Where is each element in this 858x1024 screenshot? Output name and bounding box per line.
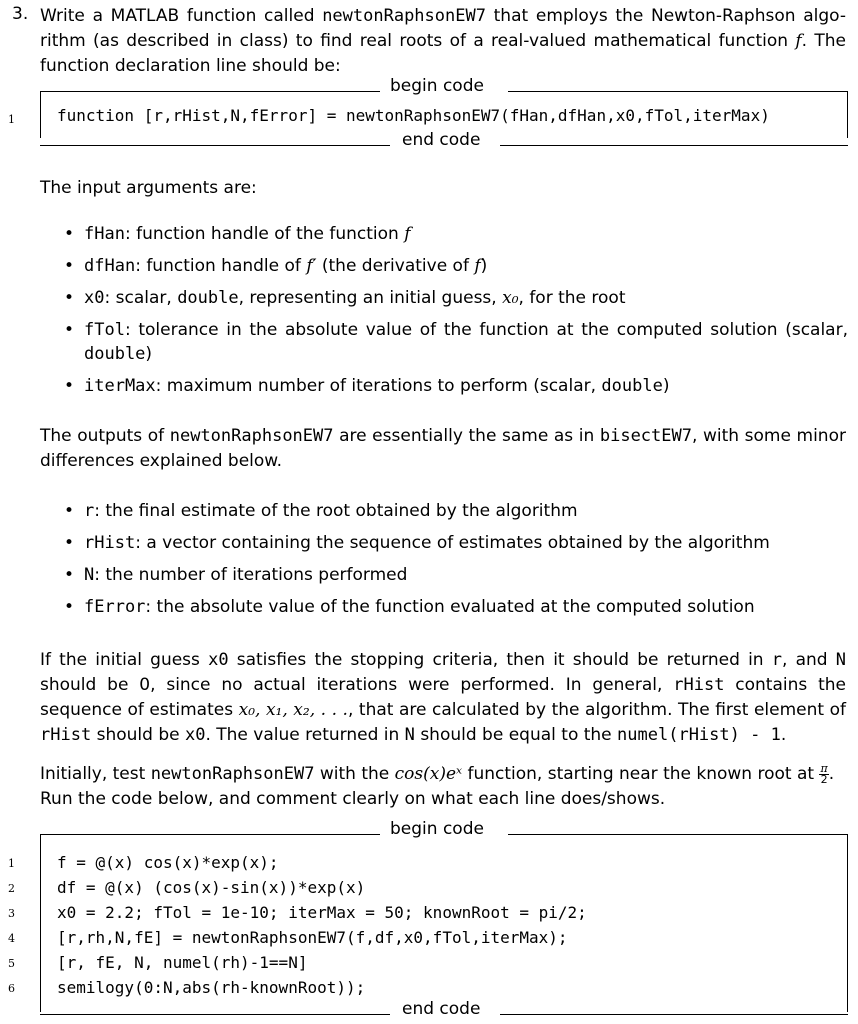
line-number: 1 [8, 857, 15, 870]
pi-over-2-fraction: $\frac{\pi}{2}$ [820, 761, 828, 786]
line-number: 5 [8, 957, 15, 970]
function-name: newtonRaphsonEW7 [322, 6, 486, 26]
code-block-2 [40, 835, 848, 1012]
test-paragraph: Initially, test newtonRaphsonEW7 with the cos(x)eˣ function, starting near the known root at $\frac{\pi}{2}$ . Run the code below, and comment clearly on what each line does/shows. [40, 761, 835, 809]
code-line: [r,rh,N,fE] = newtonRaphsonEW7(f,df,x0,fTol,iterMax); [57, 928, 568, 947]
code-begin-rule-2: begin code [40, 825, 848, 835]
code-line: f = @(x) cos(x)*exp(x); [57, 853, 279, 872]
question-number: 3. [12, 4, 29, 24]
line-number: 2 [8, 882, 15, 895]
list-item: • fHan: function handle of the function f [64, 224, 411, 244]
code-line: df = @(x) (cos(x)-sin(x))*exp(x) [57, 878, 366, 897]
list-item: • fError: the absolute value of the function evaluated at the computed solution [64, 597, 755, 617]
code-line: function [r,rHist,N,fError] = newtonRaphsonEW7(fHan,dfHan,x0,fTol,iterMax) [57, 106, 770, 125]
list-item: • iterMax: maximum number of iterations to perform (scalar, double) [64, 376, 670, 396]
list-item: • x0: scalar, double, representing an initial guess, x₀, for the root [64, 288, 626, 308]
code-end-rule-2: end code [40, 1005, 848, 1015]
line-number: 6 [8, 982, 15, 995]
list-item: • r: the final estimate of the root obtained by the algorithm [64, 501, 578, 521]
inputs-heading: The input arguments are: [40, 178, 257, 198]
question-intro: Write a MATLAB function called newtonRaphsonEW7 that employs the Newton-Raphson algo-rithm (as described in class) to find real roots of a real-valued mathematical function f. The function declaration line should be: [40, 6, 846, 76]
line-number: 4 [8, 932, 15, 945]
code-end-rule-1: end code [40, 136, 848, 146]
list-item: • dfHan: function handle of f′ (the derivative of f) [64, 256, 488, 276]
line-number: 3 [8, 907, 15, 920]
code-line: semilogy(0:N,abs(rh-knownRoot)); [57, 978, 366, 997]
initial-guess-paragraph: If the initial guess x0 satisfies the stopping criteria, then it should be returned in r, and N should be 0, since no actual iterations were performed. In general, rHist contains the sequence of estimates x₀, x₁, x₂, . . ., that are calculated by the algorithm. The first element of rHist should be x0. The value returned in N should be equal to the numel(rHist) - 1. [40, 650, 846, 745]
list-item: • rHist: a vector containing the sequence of estimates obtained by the algorithm [64, 533, 770, 553]
inputs-list [58, 222, 848, 398]
list-item: • fTol: tolerance in the absolute value of the function at the computed solution (scalar, double) [64, 320, 848, 364]
outputs-paragraph: The outputs of newtonRaphsonEW7 are essentially the same as in bisectEW7, with some minor differences explained below. [40, 426, 846, 471]
code-begin-rule-1: begin code [40, 82, 848, 92]
outputs-list [58, 499, 848, 619]
code-line: x0 = 2.2; fTol = 1e-10; iterMax = 50; knownRoot = pi/2; [57, 903, 587, 922]
line-number: 1 [8, 113, 15, 126]
code-line: [r, fE, N, numel(rh)-1==N] [57, 953, 308, 972]
list-item: • N: the number of iterations performed [64, 565, 408, 585]
